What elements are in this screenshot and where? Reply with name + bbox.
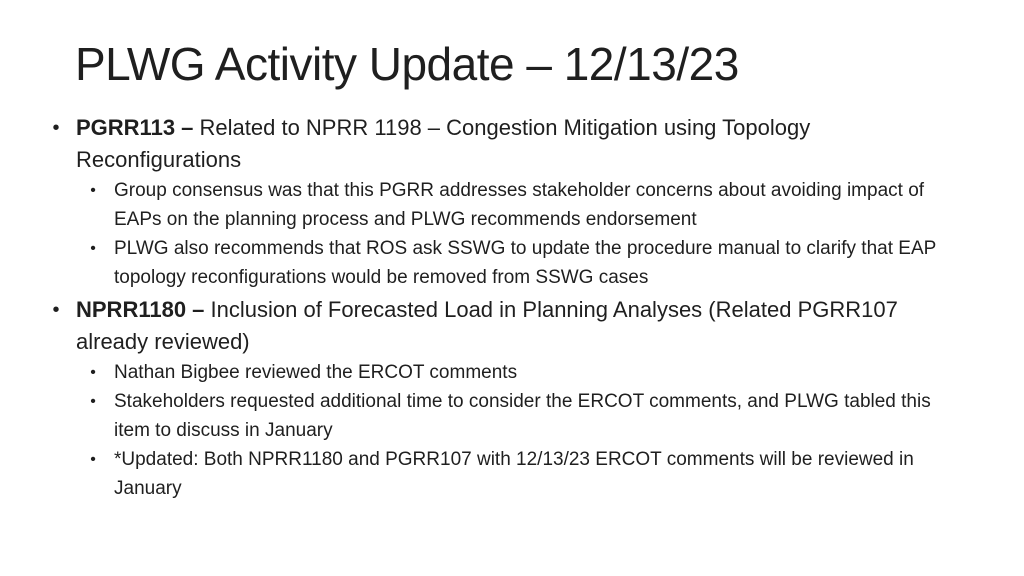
bullet-icon: • [52,117,60,139]
sub-item-text: Stakeholders requested additional time to consider the ERCOT comments, and PLWG tabled this item to discuss in January [114,391,931,441]
bullet-icon: • [90,182,96,199]
sub-list-item [76,445,966,503]
sub-bullet-list [76,176,966,292]
sub-list-item [76,234,966,292]
sub-list-item [76,176,966,234]
list-item-pgrr113 [46,112,966,292]
sub-item-text: PLWG also recommends that ROS ask SSWG to update the procedure manual to clarify that EAP topology reconfigurations would be removed from SSWG cases [114,238,936,288]
sub-item-text: Group consensus was that this PGRR addresses stakeholder concerns about avoiding impact of EAPs on the planning process and PLWG recommends endorsement [114,180,925,230]
sub-item-text: *Updated: Both NPRR1180 and PGRR107 with 12/13/23 ERCOT comments will be reviewed in January [114,449,914,499]
bullet-icon: • [52,299,60,321]
sub-list-item [76,387,966,445]
bullet-icon: • [90,364,96,381]
slide-title: PLWG Activity Update – 12/13/23 [75,38,739,90]
item-heading: PGRR113 – [76,115,194,140]
item-text: Related to NPRR 1198 – Congestion Mitigation using Topology Reconfigurations [76,115,811,172]
bullet-icon: • [90,451,96,468]
sub-bullet-list [76,358,966,503]
item-text: Inclusion of Forecasted Load in Planning Analyses (Related PGRR107 already reviewed) [76,297,898,354]
slide-content [46,112,966,505]
list-item-nprr1180 [46,294,966,503]
bullet-list [46,112,966,503]
item-heading: NPRR1180 – [76,297,205,322]
sub-list-item [76,358,966,387]
bullet-icon: • [90,240,96,257]
sub-item-text: Nathan Bigbee reviewed the ERCOT comments [114,362,518,383]
bullet-icon: • [90,393,96,410]
